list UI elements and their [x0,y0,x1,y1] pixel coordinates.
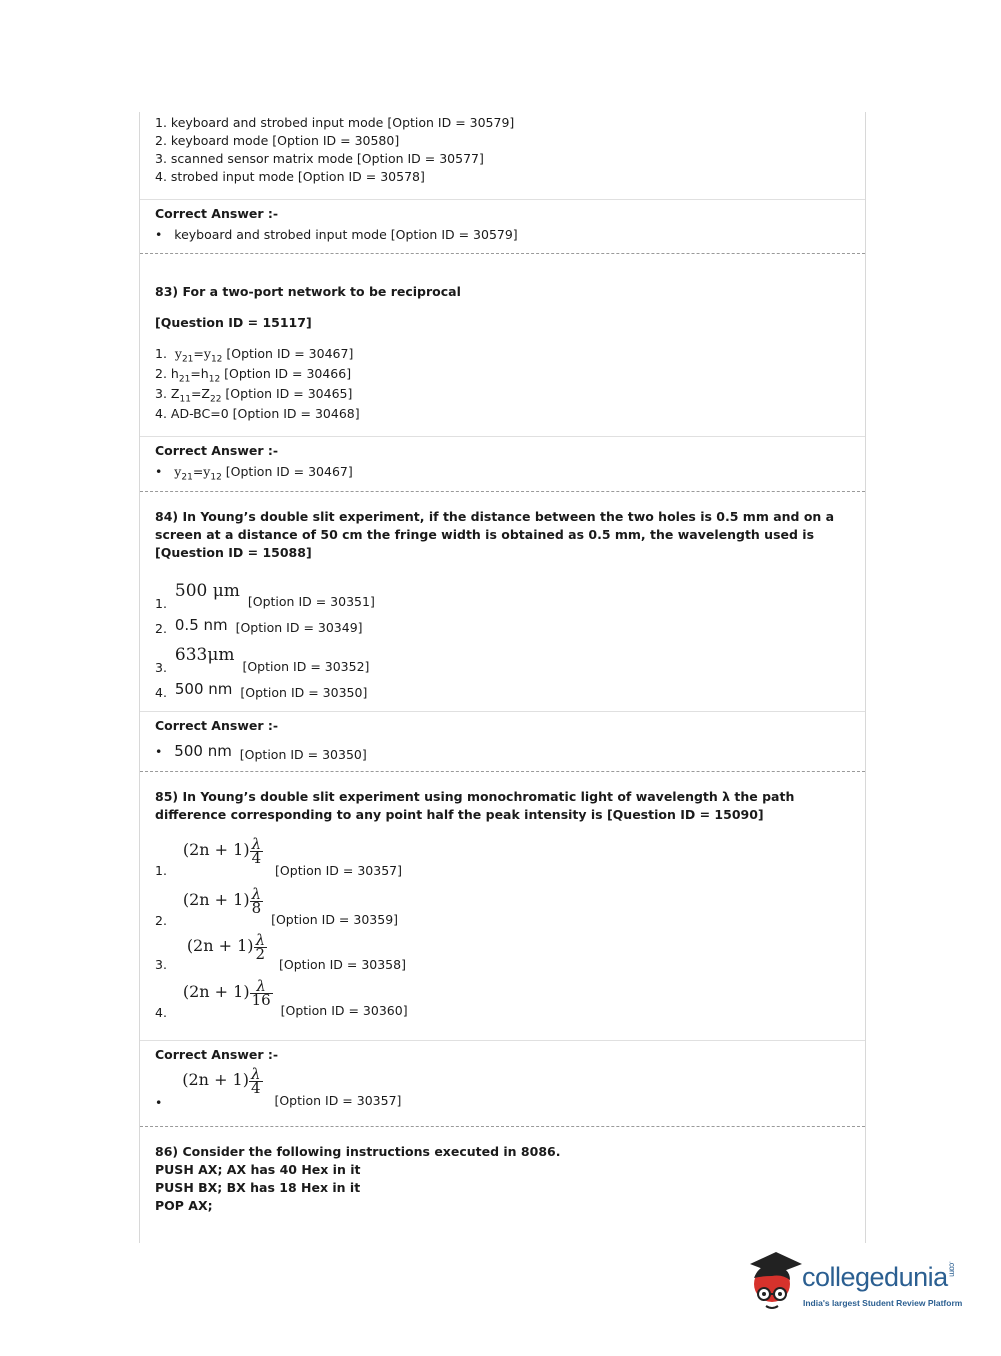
q82-option-3: 3. scanned sensor matrix mode [Option ID = 30577] [155,151,484,166]
question-divider [140,253,865,254]
divider [140,1040,865,1041]
divider [140,711,865,712]
q82-correct-answer: • keyboard and strobed input mode [Option ID = 30579] [155,227,518,242]
q84-option-4: 4. 500 nm [Option ID = 30350] [155,680,368,700]
q86-line-1: 86) Consider the following instructions executed in 8086. [155,1144,561,1159]
q84-option-2: 2. 0.5 nm [Option ID = 30349] [155,616,363,636]
logo-tagline: India's largest Student Review Platform [803,1298,963,1308]
q82-option-1: 1. keyboard and strobed input mode [Option ID = 30579] [155,115,515,130]
divider [140,199,865,200]
q82-correct-answer-label: Correct Answer :- [155,206,279,221]
question-divider [140,771,865,772]
logo-wordmark: collegedunia.com [802,1260,957,1292]
question-divider [140,491,865,492]
q83-correct-answer-label: Correct Answer :- [155,443,279,458]
q85-option-3: 3. (2n + 1) $\frac{\lambda}{2}$ [Option ID = 30358] [155,931,406,972]
q84-correct-answer: • 500 nm [Option ID = 30350] [155,742,367,762]
divider [140,436,865,437]
mascot-icon [742,1248,804,1316]
q83-option-4: 4. AD-BC=0 [Option ID = 30468] [155,406,360,421]
q83-option-3: 3. $Z_{11}=Z_{22}$ [Option ID = 30465] [155,386,353,405]
q84-correct-answer-label: Correct Answer :- [155,718,279,733]
q86-line-2: PUSH AX; AX has 40 Hex in it [155,1162,361,1177]
q83-question: 83) For a two-port network to be reciprocal [155,284,461,299]
collegedunia-logo [742,1248,972,1320]
question-paper-page [139,112,866,1243]
q83-correct-answer: • $y_{21}=y_{12}$ [Option ID = 30467] [155,464,353,483]
q85-option-4: 4. (2n + 1) $\frac{\lambda}{16}$ [Option ID = 30360] [155,977,408,1020]
q83-option-1: 1. $y_{21}=y_{12}$ [Option ID = 30467] [155,346,354,365]
q82-option-2: 2. keyboard mode [Option ID = 30580] [155,133,400,148]
q85-option-1: 1. (2n + 1) $\frac{\lambda}{4}$ [Option ID = 30357] [155,835,402,878]
q84-question: 84) In Young’s double slit experiment, if the distance between the two holes is 0.5 mm and on a screen at a distance of 50 cm the fringe width is obtained as 0.5 mm, the wavelength used is [Question ID = 15088] [155,509,835,560]
q83-question-id: [Question ID = 15117] [155,315,312,330]
q86-line-4: POP AX; [155,1198,213,1213]
q84-option-1: 1. 500 μm [Option ID = 30351] [155,581,375,611]
q82-answer-text: keyboard and strobed input mode [Option ID = 30579] [174,227,518,242]
q82-option-4: 4. strobed input mode [Option ID = 30578] [155,169,425,184]
q85-question: 85) In Young’s double slit experiment using monochromatic light of wavelength λ the path difference corresponding to any point half the peak intensity is [Question ID = 15090] [155,789,795,822]
q86-line-3: PUSH BX; BX has 18 Hex in it [155,1180,361,1195]
q85-correct-answer-label: Correct Answer :- [155,1047,279,1062]
q84-option-3: 3. 633μm [Option ID = 30352] [155,645,370,675]
question-divider [140,1126,865,1127]
q85-option-2: 2. (2n + 1) $\frac{\lambda}{8}$ [Option ID = 30359] [155,885,399,928]
q85-correct-answer: • (2n + 1) $\frac{\lambda}{4}$ [Option ID = 30357] [155,1065,402,1110]
q83-option-2: 2. $h_{21}=h_{12}$ [Option ID = 30466] [155,366,352,385]
